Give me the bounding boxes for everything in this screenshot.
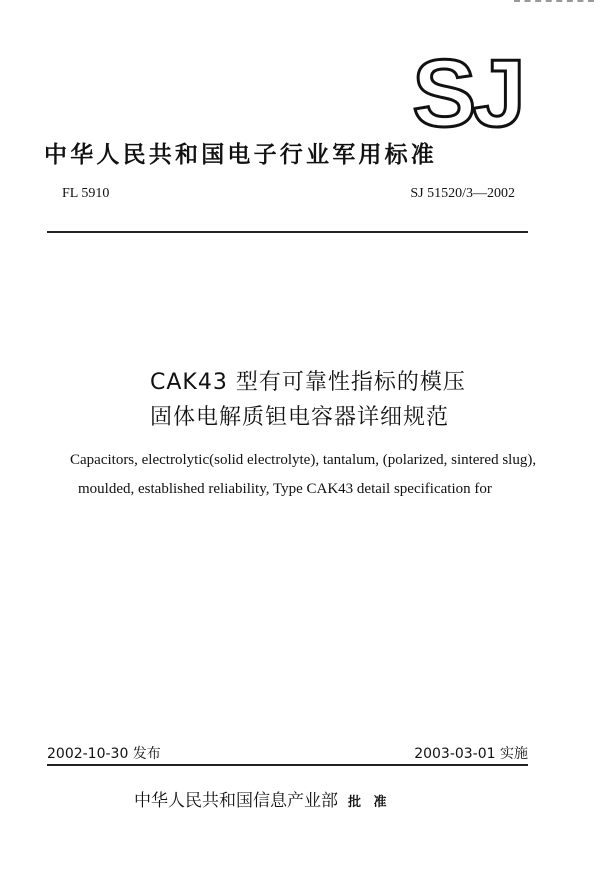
- standard-code: SJ 51520/3—2002: [410, 186, 515, 201]
- header-divider: [47, 231, 528, 233]
- footer-divider: [47, 764, 528, 766]
- approval-line: [134, 786, 391, 811]
- classification-code: FL 5910: [62, 186, 110, 201]
- standard-name: 中华人民共和国电子行业军用标准: [44, 142, 437, 168]
- sj-logo: [412, 48, 522, 133]
- english-title-line-2: moulded, established reliability, Type CAK43 detail specification for: [78, 481, 492, 497]
- implement-date: 2003-03-01 实施: [414, 746, 528, 762]
- chinese-title-line-2: 固体电解质钽电容器详细规范: [150, 405, 450, 430]
- chinese-title-line-1: CAK43 型有可靠性指标的模压: [150, 370, 466, 395]
- english-title-line-1: Capacitors, electrolytic(solid electrolyte), tantalum, (polarized, sintered slug),: [70, 452, 537, 468]
- approve-label: 批 准: [348, 795, 391, 810]
- svg-text:SJ: SJ: [412, 48, 522, 133]
- scan-mark: [514, 0, 594, 6]
- approver: 中华人民共和国信息产业部: [134, 791, 338, 811]
- publish-date: 2002-10-30 发布: [47, 746, 161, 762]
